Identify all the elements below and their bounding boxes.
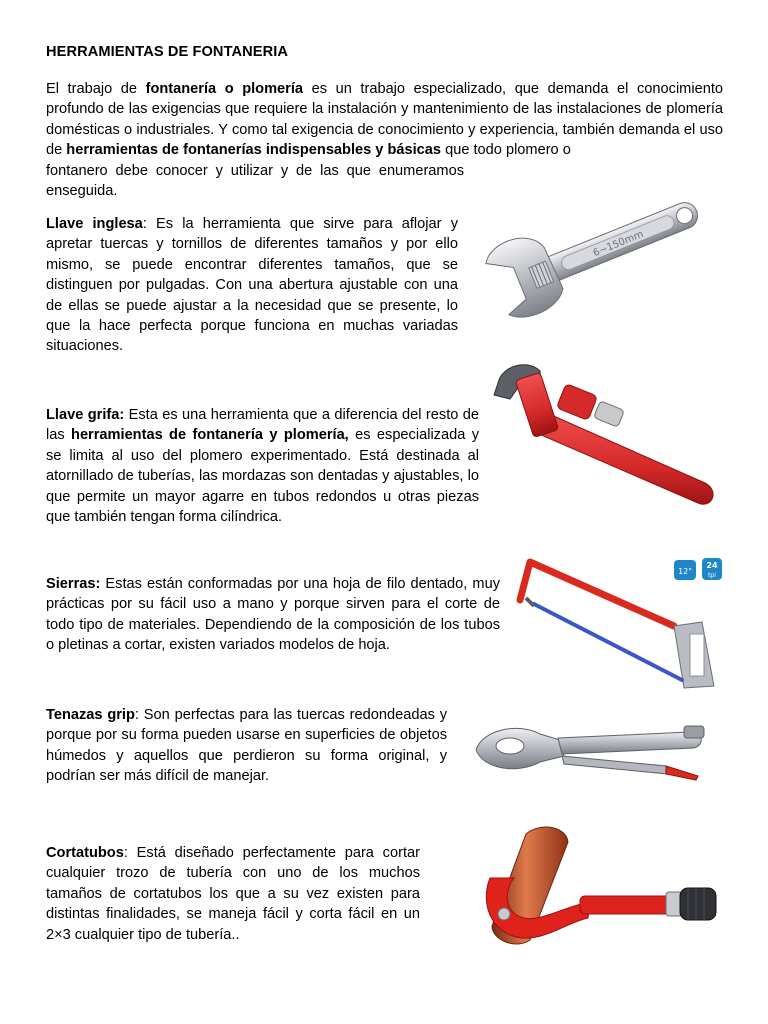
section-text: es especializada y se limita al uso del plomero experimentado. Está destinada al atornillado de tuberías, las mordazas son dentadas y ajustables, lo que permite un mayor agarre en tubos redondos u otras piezas que también tengan forma cilíndrica. [46,427,479,526]
section-llave-grifa [46,405,479,527]
section-term: Tenazas grip [46,707,135,723]
section-text: Está diseñado perfectamente para cortar cualquier trozo de tubería con uno de los muchos tamaños de cortatubos los que a su vez existen para distintas finalidades, se maneja fácil y corta fácil en un 2×3 cualquier tipo de tubería.. [46,845,420,943]
section-text: Esta es una herramienta que a diferencia del resto de las [46,407,480,444]
page-title: HERRAMIENTAS DE FONTANERIA [46,44,289,60]
section-term-sep: : [123,845,128,861]
pipe-wrench-image [480,355,730,520]
section-text: Son perfectas para las tuercas redondeadas y porque por su forma pueden usarse en superficies de objetos húmedos y aquellos que perdieron su forma original, y podrían ser más difícil de manejar. [46,707,447,785]
adjustable-wrench-image [470,172,732,332]
section-term: Llave grifa: [46,407,125,423]
section-term: Cortatubos [46,845,124,861]
section-llave-inglesa [46,214,458,357]
section-tenazas-grip [46,705,447,787]
intro-bold-term: herramientas de fontanerías indispensables y básicas [66,142,442,159]
section-term: Llave inglesa [46,216,143,232]
intro-text: que todo plomero o [441,142,571,159]
locking-pliers-image [470,716,710,786]
section-bold-term: herramientas de fontanería y plomería, [71,427,349,444]
saw-badge-size: 12" [678,567,692,576]
section-sierras [46,574,500,656]
saw-badge-teeth: 24 [706,561,718,570]
intro-bold-term: fontanería o plomería [145,81,304,97]
section-term-sep: : [134,707,139,723]
section-text: Es la herramienta que sirve para aflojar y apretar tuercas y tornillos de diferentes tamaños y por ello mismo, se puede encontrar diferentes tamaños, que se distinguen por pulgadas. Con una abertura ajustable con una de ellas se puede ajustar a la necesidad que se presente, lo que la hace perfecta porque funciona en muchas variadas situaciones. [46,216,458,355]
hacksaw-image [506,548,728,696]
intro-text: fontanero debe conocer y utilizar y de las que enumeramos enseguida. [46,162,464,200]
section-text: Estas están conformadas por una hoja de filo dentado, muy prácticas por su fácil uso a mano y porque sirven para el corte de todo tipo de materiales. Dependiendo de la composición de los tubos o pletinas a cortar, existen variados modelos de hoja. [46,576,500,654]
pipe-cutter-image [470,822,722,950]
section-term: Sierras: [46,576,101,592]
section-term-sep: : [142,216,147,232]
intro-text: es un trabajo especializado, que demanda el conocimiento profundo de las exigencias que requiere la instalación y mantenimiento de las instalaciones de plomería domésticas o industriales. Y como tal exigencia de conocimiento y experiencia, también demanda el uso de [46,81,723,159]
section-cortatubos [46,843,420,945]
wrench-marking: 6~150mm [591,228,646,260]
saw-badge-unit: tpi [708,572,716,579]
intro-text: El trabajo de [46,81,146,97]
